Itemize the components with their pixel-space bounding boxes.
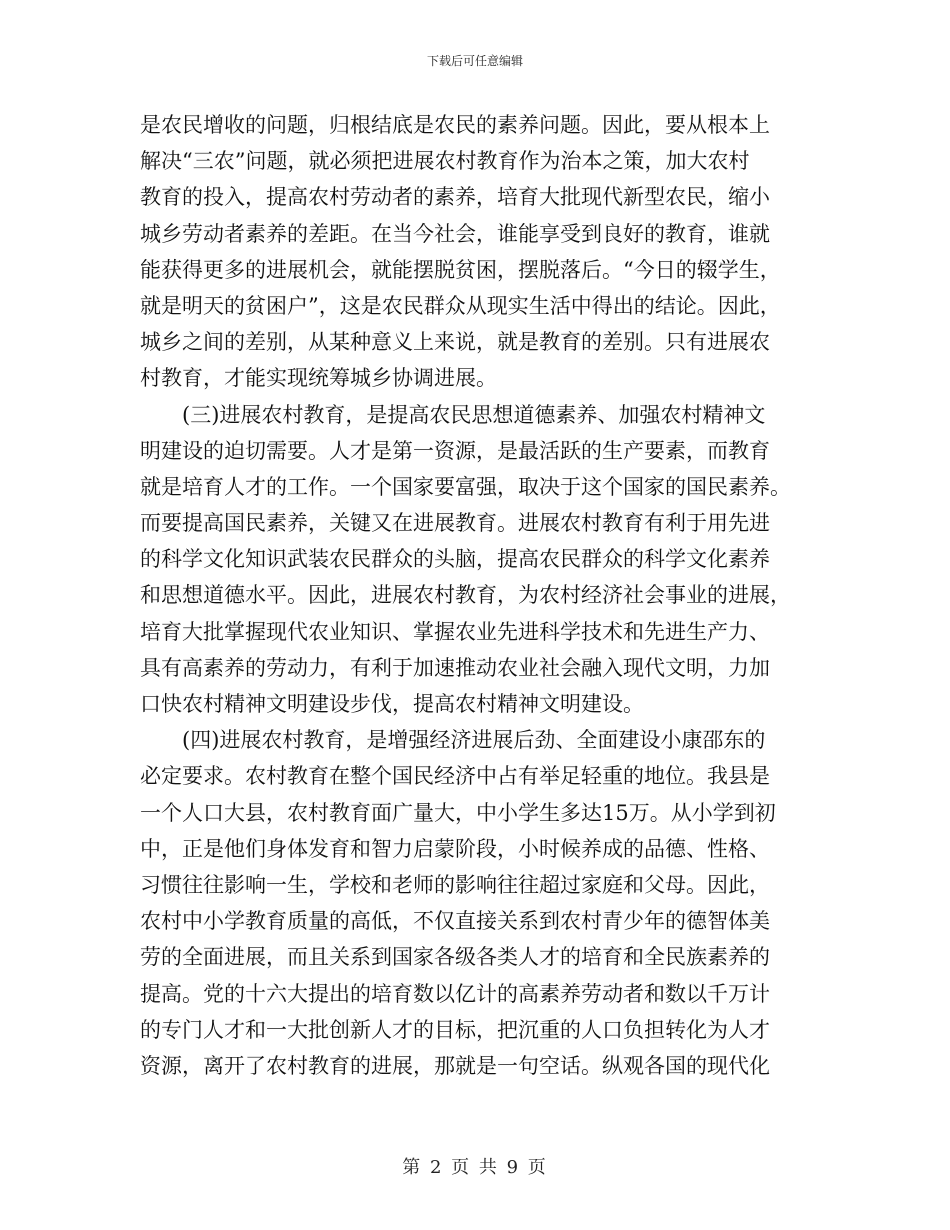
text-line: 中，正是他们身体发育和智力启蒙阶段，小时候养成的品德、性格、 — [140, 836, 770, 861]
text-line: 农村中小学教育质量的高低，不仅直接关系到农村青少年的德智体美 — [140, 909, 770, 934]
page-footer — [0, 1153, 950, 1179]
text-line: 具有高素养的劳动力，有利于加速推动农业社会融入现代文明，力加 — [140, 655, 770, 680]
document-body — [140, 107, 804, 1084]
text-line: 提高。党的十六大提出的培育数以亿计的高素养劳动者和数以千万计 — [140, 981, 770, 1006]
text-line: 就是明天的贫困户”，这是农民群众从现实生活中得出的结论。因此， — [140, 293, 781, 318]
text-line: 的专门人才和一大批创新人才的目标，把沉重的人口负担转化为人才 — [140, 1017, 770, 1042]
paragraph-start-line: (四)进展农村教育，是增强经济进展后劲、全面建设小康邵东的 — [182, 728, 766, 753]
text-line: 明建设的迫切需要。人才是第一资源，是最活跃的生产要素，而教育 — [140, 438, 770, 463]
text-line: 必定要求。农村教育在整个国民经济中占有举足轻重的地位。我县是 — [140, 764, 770, 789]
text-line: 而要提高国民素养，关键又在进展教育。进展农村教育有利于用先进 — [140, 511, 770, 536]
text-line: 就是培育人才的工作。一个国家要富强，取决于这个国家的国民素养。 — [140, 474, 791, 499]
text-line: 资源，离开了农村教育的进展，那就是一句空话。纵观各国的现代化 — [140, 1053, 770, 1078]
footer-suffix: 页 — [527, 1157, 548, 1178]
footer-middle: 页 共 — [451, 1157, 499, 1178]
current-page-number: 2 — [429, 1157, 444, 1178]
text-line: 城乡之间的差别，从某种意义上来说，就是教育的差别。只有进展农 — [140, 330, 770, 355]
text-line: 习惯往往影响一生，学校和老师的影响往往超过家庭和父母。因此， — [140, 872, 770, 897]
text-line: 劳的全面进展，而且关系到国家各级各类人才的培育和全民族素养的 — [140, 945, 770, 970]
text-line: 培育大批掌握现代农业知识、掌握农业先进科学技术和先进生产力、 — [140, 619, 770, 644]
text-line: 是农民增收的问题，归根结底是农民的素养问题。因此，要从根本上 — [140, 113, 770, 137]
text-line: 口快农村精神文明建设步伐，提高农村精神文明建设。 — [140, 692, 644, 716]
text-line: 和思想道德水平。因此，进展农村教育，为农村经济社会事业的进展， — [140, 583, 791, 608]
total-page-count: 9 — [506, 1157, 521, 1178]
page-header: 下载后可任意编辑 — [426, 54, 523, 68]
text-line: 解决“三农”问题，就必须把进展农村教育作为治本之策，加大农村 — [140, 149, 750, 174]
text-line: 的科学文化知识武装农民群众的头脑，提高农民群众的科学文化素养 — [140, 547, 770, 572]
text-line: 城乡劳动者素养的差距。在当今社会，谁能享受到良好的教育，谁就 — [140, 221, 770, 246]
text-line: 能获得更多的进展机会，就能摆脱贫困，摆脱落后。“今日的辍学生， — [140, 257, 781, 282]
footer-prefix: 第 — [402, 1157, 423, 1178]
paragraph-start-line: (三)进展农村教育，是提高农民思想道德素养、加强农村精神文 — [182, 402, 766, 427]
text-line: 村教育，才能实现统筹城乡协调进展。 — [140, 366, 497, 391]
text-line: 教育的投入，提高农村劳动者的素养，培育大批现代新型农民，缩小 — [140, 185, 770, 210]
text-line: 一个人口大县，农村教育面广量大，中小学生多达15万。从小学到初 — [140, 800, 776, 825]
